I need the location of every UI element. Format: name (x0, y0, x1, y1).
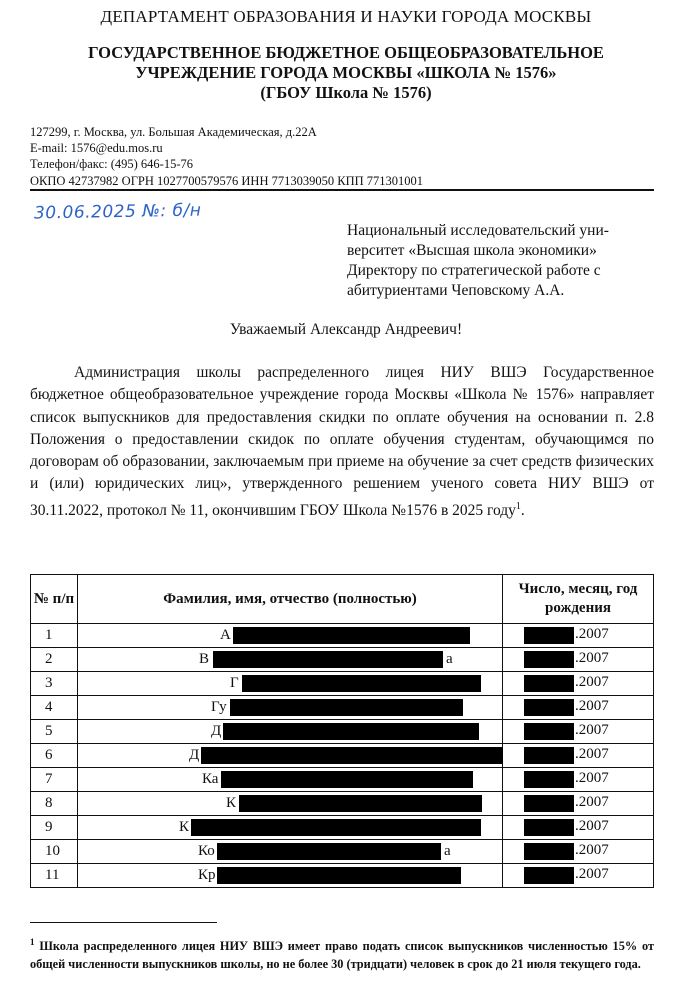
addressee-line-1: Национальный исследовательский уни- (347, 222, 609, 239)
dob-redaction (524, 747, 574, 764)
row-dob (503, 816, 654, 840)
name-visible: Ко (198, 843, 215, 859)
dob-redaction (524, 867, 574, 884)
registration-ids: ОКПО 42737982 ОГРН 1027700579576 ИНН 7713039050 КПП 771301001 (30, 173, 423, 188)
row-num: 3 (31, 672, 78, 696)
row-num: 6 (31, 744, 78, 768)
name-visible: Гу (211, 699, 227, 715)
footnote-ref: 1 (515, 500, 521, 512)
redaction-bar (239, 795, 482, 812)
row-name (78, 624, 503, 648)
org-short-name: (ГБОУ Школа № 1576) (260, 83, 432, 102)
row-dob (503, 840, 654, 864)
dob-visible: .2007 (575, 818, 609, 834)
row-name (78, 768, 503, 792)
row-name (78, 744, 503, 768)
email: E-mail: 1576@edu.mos.ru (30, 141, 163, 156)
dob-redaction (524, 771, 574, 788)
dob-redaction (524, 819, 574, 836)
name-visible: Д (189, 747, 200, 763)
redaction-bar (201, 747, 503, 764)
redaction-bar (217, 843, 441, 860)
handwritten-date-number: 30.06.2025 №: б/н (33, 200, 202, 224)
name-visible: К (179, 819, 190, 835)
table-row (31, 816, 654, 840)
name-visible: А (220, 627, 231, 643)
org-name-line-2: УЧРЕЖДЕНИЕ ГОРОДА МОСКВЫ «ШКОЛА № 1576» (135, 63, 557, 82)
name-visible: Г (230, 675, 239, 691)
table-row (31, 768, 654, 792)
row-name (78, 816, 503, 840)
row-name (78, 648, 503, 672)
redaction-bar (221, 771, 473, 788)
org-name-line-1: ГОСУДАРСТВЕННОЕ БЮДЖЕТНОЕ ОБЩЕОБРАЗОВАТЕЛЬНОЕ (88, 43, 604, 62)
name-visible: К (226, 795, 237, 811)
contact-block (30, 124, 423, 189)
row-dob (503, 648, 654, 672)
name-tail: а (444, 843, 451, 859)
footnote-divider (30, 922, 217, 923)
dob-visible: .2007 (575, 842, 609, 858)
row-dob (503, 768, 654, 792)
name-visible: Кр (198, 867, 216, 883)
row-name (78, 720, 503, 744)
dob-redaction (524, 843, 574, 860)
graduates-table (30, 574, 654, 888)
row-dob (503, 792, 654, 816)
dob-visible: .2007 (575, 794, 609, 810)
name-visible: Ка (202, 771, 219, 787)
dob-visible: .2007 (575, 650, 609, 666)
row-dob (503, 696, 654, 720)
row-num: 9 (31, 816, 78, 840)
row-num: 4 (31, 696, 78, 720)
row-dob (503, 624, 654, 648)
dob-visible: .2007 (575, 746, 609, 762)
row-name (78, 864, 503, 888)
phone: Телефон/факс: (495) 646-15-76 (30, 157, 193, 172)
salutation: Уважаемый Александр Андреевич! (229, 321, 463, 338)
dob-visible: .2007 (575, 698, 609, 714)
table-row (31, 792, 654, 816)
row-num: 10 (31, 840, 78, 864)
department-title: ДЕПАРТАМЕНТ ОБРАЗОВАНИЯ И НАУКИ ГОРОДА МОСКВЫ (100, 7, 592, 26)
row-dob (503, 864, 654, 888)
table-row (31, 744, 654, 768)
row-dob (503, 672, 654, 696)
table-row (31, 696, 654, 720)
name-tail: а (446, 651, 453, 667)
dob-visible: .2007 (575, 866, 609, 882)
row-num: 5 (31, 720, 78, 744)
addressee-line-4: абитуриентами Чеповскому А.А. (347, 282, 565, 299)
header-num: № п/п (31, 575, 78, 624)
redaction-bar (213, 651, 443, 668)
dob-visible: .2007 (575, 626, 609, 642)
header-dob: Число, месяц, год рождения (503, 575, 654, 624)
row-num: 11 (31, 864, 78, 888)
dob-redaction (524, 699, 574, 716)
row-dob (503, 720, 654, 744)
footnote (30, 933, 654, 973)
dob-visible: .2007 (575, 674, 609, 690)
redaction-bar (230, 699, 463, 716)
row-name (78, 672, 503, 696)
table-row (31, 624, 654, 648)
table-row (31, 720, 654, 744)
name-visible: В (199, 651, 210, 667)
redaction-bar (217, 867, 461, 884)
footnote-marker: 1 (30, 937, 35, 947)
row-name (78, 792, 503, 816)
footnote-text: Школа распределенного лицея НИУ ВШЭ имеет право подать список выпускников численностью 15% от общей численности выпускников школы, но не более 30 (тридцати) человек в срок до 21 июля текущего года. (30, 939, 654, 972)
dob-visible: .2007 (575, 770, 609, 786)
redaction-bar (233, 627, 470, 644)
dob-visible: .2007 (575, 722, 609, 738)
table-header-row (31, 575, 654, 624)
addressee-block (347, 221, 657, 301)
dob-redaction (524, 675, 574, 692)
addressee-line-2: верситет «Высшая школа экономики» (347, 242, 597, 259)
header-name: Фамилия, имя, отчество (полностью) (78, 575, 503, 624)
table-row (31, 648, 654, 672)
redaction-bar (242, 675, 481, 692)
dob-redaction (524, 651, 574, 668)
name-visible: Д (211, 723, 222, 739)
row-num: 8 (31, 792, 78, 816)
redaction-bar (191, 819, 481, 836)
letter-body: Администрация школы распределенного лицея НИУ ВШЭ Государственное бюджетное общеобразовательное учреждение города Москвы «Школа № 1576» направляет список выпускников для предоставления скидки по оплате обучения на основании п. 2.8 Положения о предоставлении скидок по оплате обучения студентам, обучающимся по договорам об образовании, заключаемым при приеме на обучение за счет средств физических и (или) юридических лиц», утвержденного решением ученого совета НИУ ВШЭ от 30.11.2022, протокол № 11, окончившим ГБОУ Школа №1576 в 2025 году$^1$. (30, 364, 654, 519)
table-row (31, 864, 654, 888)
dob-redaction (524, 627, 574, 644)
row-name (78, 696, 503, 720)
row-name (78, 840, 503, 864)
row-num: 1 (31, 624, 78, 648)
body-paragraph: Администрация школы распределенного лицея НИУ ВШЭ Государственное бюджетное общеобразовательное учреждение города Москвы «Школа № 1576» направляет список выпускников для предоставления скидки по оплате обучения на основании п. 2.8 Положения о предоставлении скидок по оплате обучения студентам, обучающимся по договорам об образовании, заключаемым при приеме на обучение за счет средств физических и (или) юридических лиц», утвержденного решением ученого совета НИУ ВШЭ от 30.11.2022, протокол № 11, окончившим ГБОУ Школа №1576 в 2025 году (30, 364, 654, 519)
row-num: 2 (31, 648, 78, 672)
address: 127299, г. Москва, ул. Большая Академическая, д.22А (30, 125, 317, 139)
header-divider (30, 189, 654, 191)
dob-redaction (524, 795, 574, 812)
row-num: 7 (31, 768, 78, 792)
addressee-line-3: Директору по стратегической работе с (347, 262, 601, 279)
redaction-bar (223, 723, 479, 740)
table-row (31, 840, 654, 864)
dob-redaction (524, 723, 574, 740)
row-dob (503, 744, 654, 768)
table-row (31, 672, 654, 696)
